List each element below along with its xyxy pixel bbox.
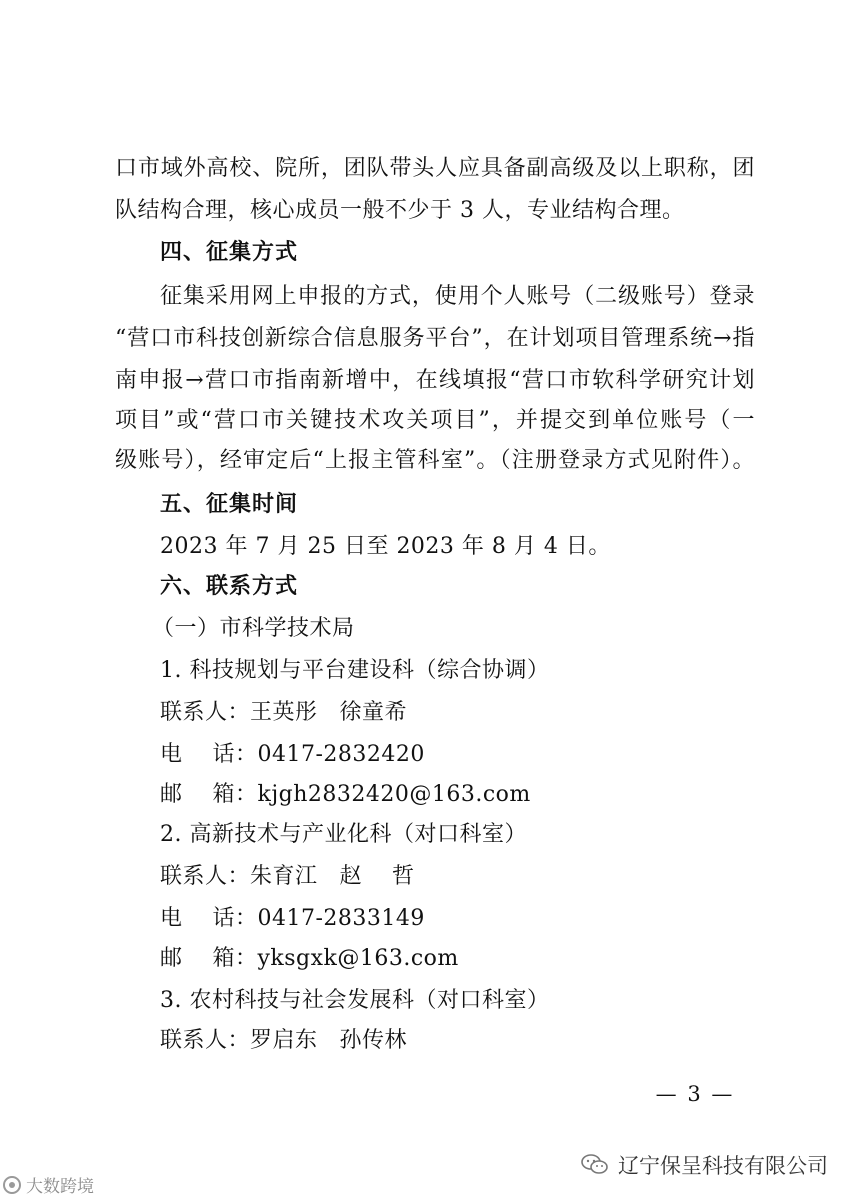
paragraph-line: 南申报→营口市指南新增中，在线填报“营口市软科学研究计划 [115,368,755,393]
contact-people [160,698,800,728]
contact-email [160,944,800,974]
people-label: 联系人： [160,700,251,725]
person-name: 赵 哲 [339,864,415,889]
paragraph-line: “营口市科技创新综合信息服务平台”，在计划项目管理系统→指 [115,326,755,351]
email-address: yksgxk@163.com [257,946,459,971]
dept-name: 1. 科技规划与平台建设科（综合协调） [160,658,550,683]
person-name: 王英彤 [250,700,318,725]
account-name: 辽宁保呈科技有限公司 [618,1154,828,1178]
section-heading: 五、征集时间 [160,492,299,517]
person-name: 孙传林 [339,1028,408,1053]
people-label: 联系人： [160,1028,251,1053]
paragraph-line: 征集采用网上申报的方式，使用个人账号（二级账号）登录 [160,284,755,309]
contact-people [160,1026,800,1056]
phone-number: 0417-2833149 [257,906,425,931]
page-number: — 3 — [655,1082,735,1106]
paragraph-line: 项目”或“营口市关键技术攻关项目”，并提交到单位账号（一 [115,408,755,433]
contact-phone [160,904,800,934]
paragraph-line: 队结构合理，核心成员一般不少于 3 人，专业结构合理。 [115,198,685,223]
phone-label: 电 话： [160,906,258,931]
date-range: 2023 年 7 月 25 日至 2023 年 8 月 4 日。 [160,534,611,559]
email-address: kjgh2832420@163.com [257,782,531,807]
dept-name: 3. 农村科技与社会发展科（对口科室） [160,988,550,1013]
watermark-right [580,1150,828,1180]
section-heading: 四、征集方式 [160,240,299,265]
wechat-icon [580,1152,610,1178]
section-heading: 六、联系方式 [160,574,299,599]
email-label: 邮 箱： [160,946,258,971]
phone-label: 电 话： [160,742,258,767]
person-name: 罗启东 [250,1028,318,1053]
paragraph-line: 级账号），经审定后“上报主管科室”。（注册登录方式见附件）。 [115,448,755,473]
person-name: 徐童希 [339,700,408,725]
dept-name: 2. 高新技术与产业化科（对口科室） [160,822,527,847]
person-name: 朱育江 [250,864,318,889]
people-label: 联系人： [160,864,251,889]
brand-logo-icon [2,1175,22,1195]
watermark-left [2,1172,94,1197]
org-name: （一）市科学技术局 [152,616,355,641]
contact-email [160,780,800,810]
paragraph-line: 口市域外高校、院所，团队带头人应具备副高级及以上职称，团 [115,156,755,181]
phone-number: 0417-2832420 [257,742,425,767]
contact-phone [160,740,800,770]
watermark-text: 大数跨境 [26,1177,94,1197]
email-label: 邮 箱： [160,782,258,807]
contact-people [160,862,800,892]
